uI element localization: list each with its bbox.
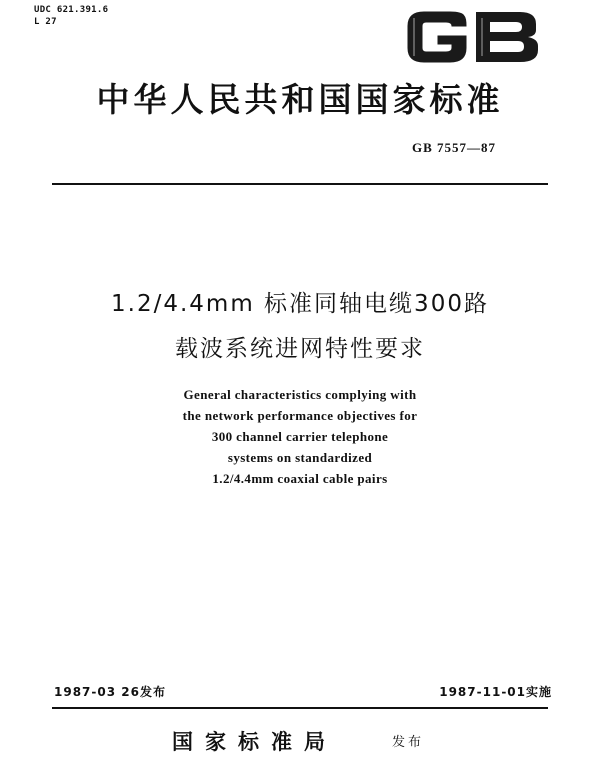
udc-code: UDC 621.391.6 [34,5,109,15]
gb-logo-icon [404,10,540,64]
english-title-line: systems on standardized [227,450,373,465]
english-title-line: 1.2/4.4mm coaxial cable pairs [212,471,388,486]
chinese-title-line-1: 1.2/4.4mm 标准同轴电缆300路 [111,291,489,317]
header-divider [52,183,548,185]
ccs-code: L 27 [34,17,57,27]
issue-date: 1987-03 26发布 [54,685,166,699]
standard-code: GB 7557—87 [412,140,497,155]
chinese-title-line-2: 载波系统进网特性要求 [175,336,425,362]
footer-divider [52,707,548,709]
english-title-line: the network performance objectives for [182,408,418,423]
publisher-name: 国家标准局 [172,729,337,754]
implementation-date: 1987-11-01实施 [439,685,552,699]
standard-name: 中华人民共和国国家标准 [96,80,504,119]
english-title-line: General characteristics complying with [183,387,417,402]
english-title-line: 300 channel carrier telephone [211,429,389,444]
udc-classification [34,4,108,28]
english-title [0,384,600,489]
publish-label: 发布 [392,735,425,750]
